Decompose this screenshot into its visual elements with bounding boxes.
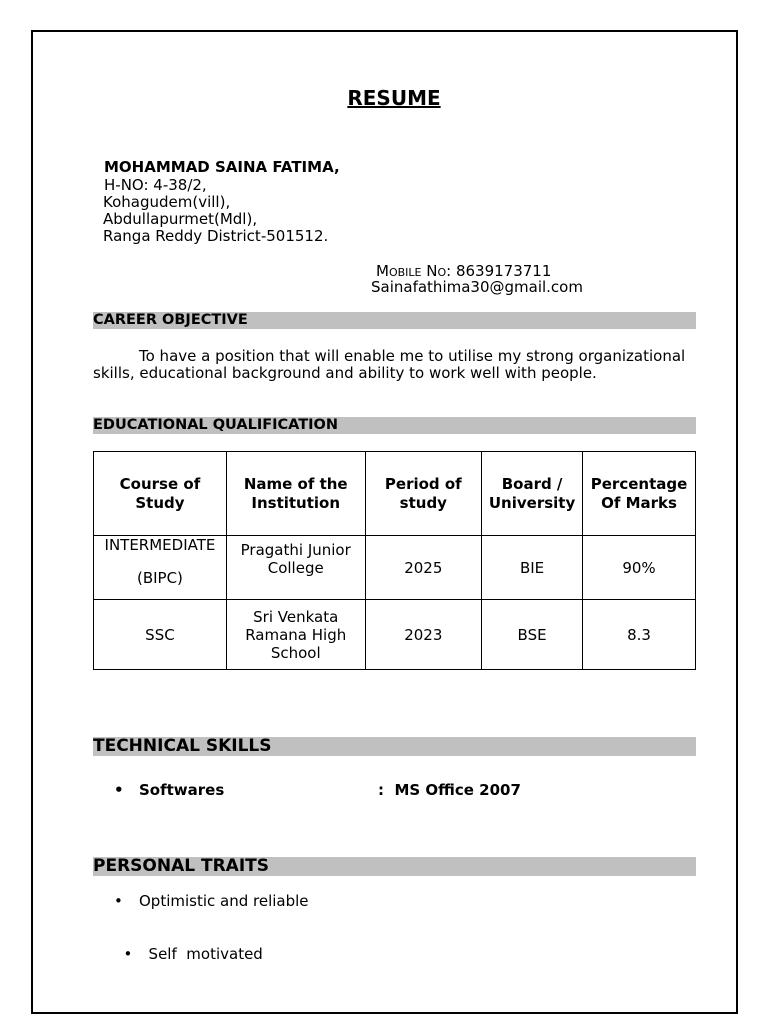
career-objective-body: To have a position that will enable me to utilise my strong organizational skills, educational background and ability to work well with people.: [93, 347, 686, 382]
column-header: Period of study: [365, 452, 482, 536]
column-header: Board / University: [482, 452, 583, 536]
table-header-row: [94, 452, 696, 536]
technical-skills-heading: TECHNICAL SKILLS: [93, 737, 696, 756]
table-cell: 90%: [583, 536, 696, 600]
education-table: [93, 451, 696, 670]
bullet-icon: •: [114, 892, 123, 910]
course-subject: (BIPC): [136, 569, 183, 587]
trait-label: Optimistic and reliable: [139, 892, 309, 910]
mobile-number: 8639173711: [455, 262, 552, 280]
column-header: Percentage Of Marks: [583, 452, 696, 536]
table-row: [94, 536, 696, 600]
table-cell: 8.3: [583, 600, 696, 670]
table-cell: BIE: [482, 536, 583, 600]
table-cell: [94, 536, 227, 600]
email-address: Sainafathima30@gmail.com: [371, 278, 583, 296]
table-cell: Pragathi Junior College: [226, 536, 365, 600]
table-cell: BSE: [482, 600, 583, 670]
personal-traits-heading: PERSONAL TRAITS: [93, 857, 696, 876]
education-heading: EDUCATIONAL QUALIFICATION: [93, 417, 696, 434]
trait-item: [114, 892, 309, 910]
applicant-name: MOHAMMAD SAINA FATIMA,: [104, 158, 340, 176]
page-title: RESUME: [347, 86, 441, 110]
skill-label: Softwares: [139, 781, 225, 799]
bullet-icon: •: [123, 945, 133, 963]
skill-item: [114, 781, 521, 799]
skill-separator: :: [378, 781, 384, 799]
table-row: [94, 600, 696, 670]
mobile-label: Mobile No:: [376, 262, 452, 280]
career-objective-heading: CAREER OBJECTIVE: [93, 312, 696, 329]
course-name: INTERMEDIATE: [104, 536, 216, 554]
address-line: Kohagudem(vill),: [103, 193, 231, 211]
address-line: Abdullapurmet(Mdl),: [103, 210, 258, 228]
career-objective-text: [93, 348, 698, 382]
column-header: Name of the Institution: [226, 452, 365, 536]
trait-item: [114, 927, 263, 963]
table-cell: 2023: [365, 600, 482, 670]
column-header: Course of Study: [94, 452, 227, 536]
table-cell: SSC: [94, 600, 227, 670]
address-line: H-NO: 4-38/2,: [104, 176, 207, 194]
table-cell: Sri Venkata Ramana High School: [226, 600, 365, 670]
bullet-icon: •: [114, 781, 124, 799]
address-line: Ranga Reddy District-501512.: [103, 227, 329, 245]
skill-value: MS Office 2007: [394, 781, 521, 799]
trait-label: Self motivated: [148, 945, 263, 963]
table-cell: 2025: [365, 536, 482, 600]
